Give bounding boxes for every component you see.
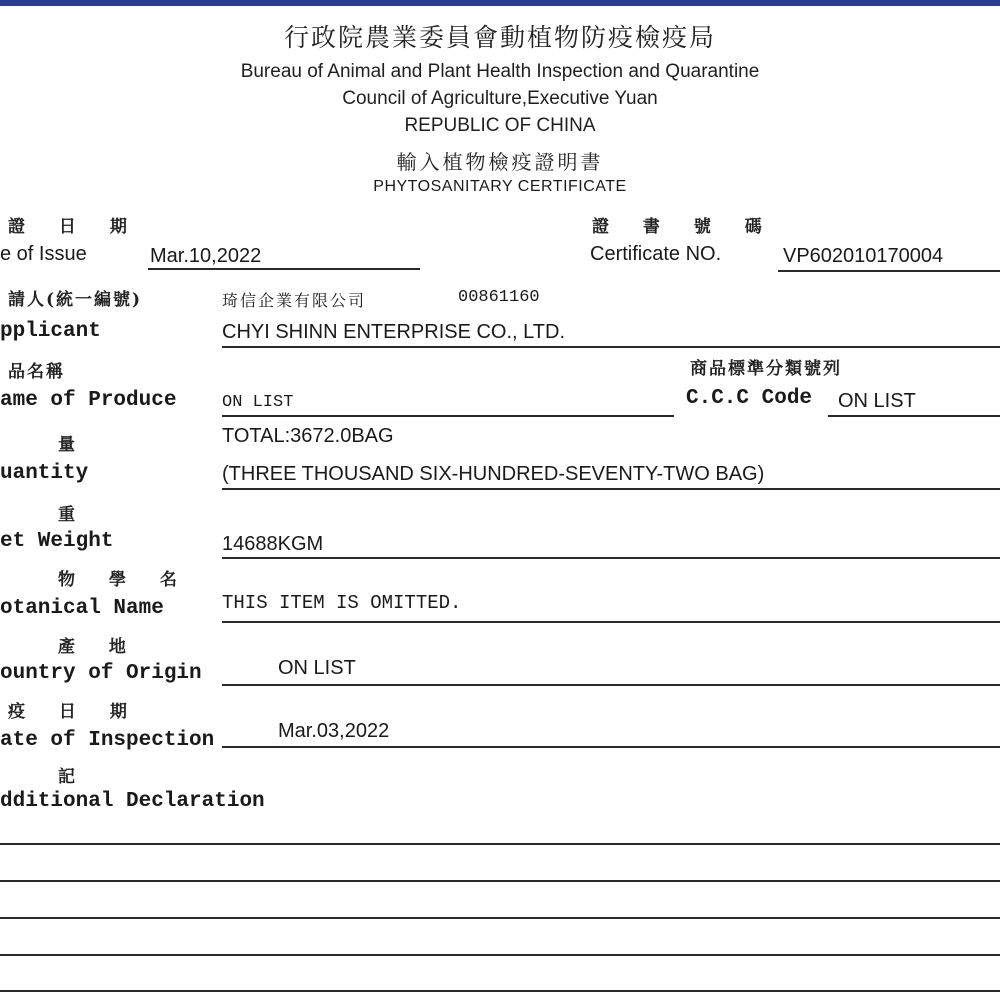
- ccc-code-label-zh: 商品標準分類號列: [690, 359, 842, 379]
- origin-underline: [222, 684, 1000, 686]
- botanical-name-value: THIS ITEM IS OMITTED.: [222, 592, 462, 614]
- agency-title-en: Bureau of Animal and Plant Health Inspection and Quarantine: [240, 61, 760, 82]
- additional-declaration-label-zh: 記: [58, 767, 89, 787]
- quantity-total: TOTAL:3672.0BAG: [222, 425, 394, 447]
- declaration-line-1: [0, 843, 1000, 845]
- applicant-label-zh: 請人(統一編號): [8, 290, 143, 310]
- applicant-underline: [222, 346, 1000, 348]
- ccc-code-underline: [828, 415, 1000, 417]
- additional-declaration-label-en: dditional Declaration: [0, 790, 265, 813]
- quantity-underline: [222, 488, 1000, 490]
- applicant-name-zh: 琦信企業有限公司: [222, 291, 367, 310]
- certificate-number-value: VP602010170004: [783, 245, 944, 267]
- quantity-label-en: uantity: [0, 462, 89, 485]
- issue-date-label-en: e of Issue: [0, 243, 87, 265]
- agency-title-zh: 行政院農業委員會動植物防疫檢疫局: [283, 23, 716, 52]
- inspection-date-label-en: ate of Inspection: [0, 729, 215, 752]
- declaration-line-4: [0, 954, 1000, 956]
- certificate-number-label-en: Certificate NO.: [590, 243, 722, 265]
- issue-date-value: Mar.10,2022: [150, 245, 262, 267]
- net-weight-underline: [222, 557, 1000, 559]
- document-title-zh: 輸入植物檢疫證明書: [396, 150, 604, 174]
- certificate-number-label-zh: 證 書 號 碼: [592, 217, 776, 237]
- origin-value: ON LIST: [278, 657, 356, 679]
- declaration-line-5: [0, 990, 1000, 992]
- applicant-name-en: CHYI SHINN ENTERPRISE CO., LTD.: [222, 321, 566, 343]
- inspection-date-underline: [222, 746, 1000, 748]
- certificate-number-underline: [778, 270, 1000, 272]
- applicant-label-en: pplicant: [0, 320, 101, 343]
- quantity-label-zh: 量: [58, 435, 89, 455]
- produce-label-en: ame of Produce: [0, 389, 177, 412]
- declaration-line-3: [0, 917, 1000, 919]
- issue-date-label-zh: 證 日 期: [8, 217, 141, 237]
- produce-label-zh: 品名稱: [8, 362, 65, 382]
- country-title-en: REPUBLIC OF CHINA: [404, 115, 596, 136]
- net-weight-value: 14688KGM: [222, 533, 324, 555]
- quantity-in-words: (THREE THOUSAND SIX-HUNDRED-SEVENTY-TWO BAG): [222, 463, 765, 485]
- issue-date-underline: [148, 268, 420, 270]
- produce-value: ON LIST: [222, 393, 294, 412]
- council-title-en: Council of Agriculture,Executive Yuan: [342, 88, 658, 109]
- ccc-code-value: ON LIST: [838, 390, 916, 412]
- origin-label-en: ountry of Origin: [0, 662, 202, 685]
- botanical-name-label-zh: 物 學 名: [58, 570, 191, 590]
- top-color-band: [0, 0, 1000, 6]
- inspection-date-value: Mar.03,2022: [278, 720, 390, 742]
- net-weight-label-en: et Weight: [0, 530, 114, 553]
- origin-label-zh: 產 地: [58, 637, 140, 657]
- produce-underline: [222, 415, 674, 417]
- document-title-en: PHYTOSANITARY CERTIFICATE: [373, 178, 627, 195]
- ccc-code-label-en: C.C.C Code: [686, 387, 813, 410]
- applicant-id-number: 00861160: [458, 288, 540, 307]
- net-weight-label-zh: 重: [58, 505, 89, 525]
- botanical-name-label-en: otanical Name: [0, 597, 164, 620]
- botanical-name-underline: [222, 621, 1000, 623]
- inspection-date-label-zh: 疫 日 期: [8, 702, 141, 722]
- declaration-line-2: [0, 880, 1000, 882]
